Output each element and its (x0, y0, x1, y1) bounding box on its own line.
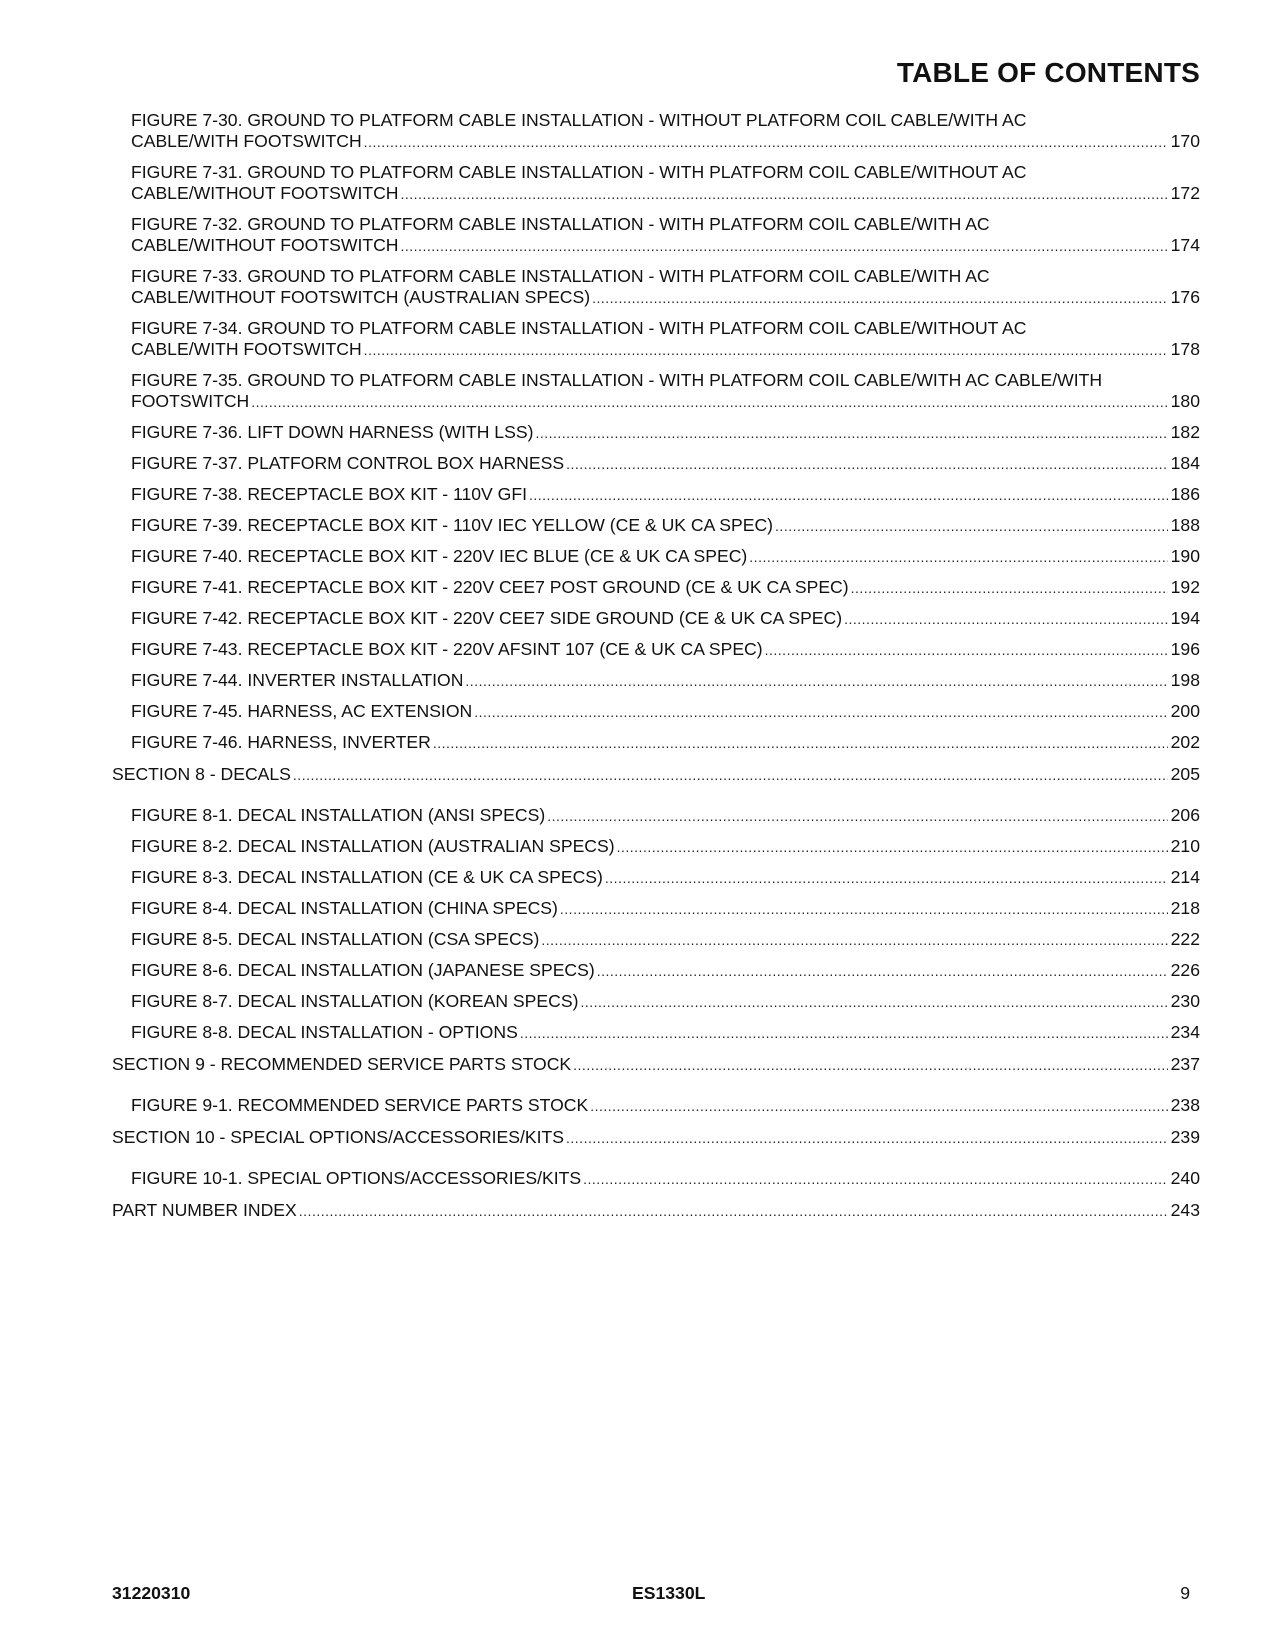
dot-leader (535, 423, 1167, 444)
page-title: TABLE OF CONTENTS (896, 57, 1200, 88)
toc-figure-entry[interactable] (112, 546, 1200, 568)
toc-section-entry[interactable] (112, 1200, 1200, 1222)
dot-leader (566, 1128, 1168, 1149)
toc-entry-page-number: 192 (1170, 577, 1200, 597)
toc-entry-title: FIGURE 7-46. HARNESS, INVERTER (131, 732, 431, 752)
toc-figure-entry[interactable] (112, 515, 1200, 537)
toc-entry-leader-line (131, 131, 1200, 153)
toc-entry-leader-line (112, 764, 1200, 786)
toc-entry-leader-line (131, 1022, 1200, 1044)
toc-entry-leader-line (131, 391, 1200, 413)
dot-leader (592, 288, 1168, 309)
dot-leader (433, 733, 1168, 754)
toc-entry-title: FIGURE 8-1. DECAL INSTALLATION (ANSI SPECS) (131, 805, 546, 825)
toc-entry-page-number: 170 (1170, 131, 1200, 151)
toc-entry-title: FOOTSWITCH (131, 391, 250, 411)
toc-entry-page-number: 184 (1170, 453, 1200, 473)
toc-figure-entry[interactable] (112, 453, 1200, 475)
toc-entry-title: FIGURE 8-3. DECAL INSTALLATION (CE & UK CA SPECS) (131, 867, 603, 887)
toc-entry-title: FIGURE 8-5. DECAL INSTALLATION (CSA SPECS) (131, 929, 540, 949)
toc-section-entry[interactable] (112, 764, 1200, 786)
toc-entry-title: SECTION 9 - RECOMMENDED SERVICE PARTS STOCK (112, 1054, 572, 1074)
dot-leader (580, 992, 1167, 1013)
table-of-contents (112, 110, 1200, 1241)
toc-entry-leader-line (131, 287, 1200, 309)
toc-entry-page-number: 222 (1170, 929, 1200, 949)
toc-entry-leader-line (131, 867, 1200, 889)
toc-figure-entry[interactable] (112, 214, 1200, 257)
toc-entry-leader-line (112, 1200, 1200, 1222)
dot-leader (597, 961, 1168, 982)
dot-leader (765, 640, 1168, 661)
toc-entry-title: FIGURE 7-43. RECEPTACLE BOX KIT - 220V AFSINT 107 (CE & UK CA SPEC) (131, 639, 763, 659)
dot-leader (401, 184, 1168, 205)
dot-leader (401, 236, 1168, 257)
toc-entry-title-line: FIGURE 7-35. GROUND TO PLATFORM CABLE INSTALLATION - WITH PLATFORM COIL CABLE/WITH AC CABLE/WITH (131, 370, 1103, 390)
dot-leader (775, 516, 1168, 537)
toc-entry-title-line: FIGURE 7-32. GROUND TO PLATFORM CABLE INSTALLATION - WITH PLATFORM COIL CABLE/WITH AC (131, 214, 990, 234)
toc-entry-page-number: 186 (1170, 484, 1200, 504)
toc-entry-title: FIGURE 8-4. DECAL INSTALLATION (CHINA SPECS) (131, 898, 558, 918)
toc-entry-page-number: 174 (1170, 235, 1200, 255)
toc-entry-title: FIGURE 8-6. DECAL INSTALLATION (JAPANESE SPECS) (131, 960, 595, 980)
toc-entry-title: SECTION 8 - DECALS (112, 764, 291, 784)
toc-entry-page-number: 239 (1170, 1127, 1200, 1147)
toc-entry-page-number: 176 (1170, 287, 1200, 307)
toc-entry-title: CABLE/WITHOUT FOOTSWITCH (131, 235, 399, 255)
toc-entry-leader-line (131, 836, 1200, 858)
toc-figure-entry[interactable] (112, 1022, 1200, 1044)
toc-entry-page-number: 188 (1170, 515, 1200, 535)
toc-entry-title: FIGURE 7-39. RECEPTACLE BOX KIT - 110V IEC YELLOW (CE & UK CA SPEC) (131, 515, 774, 535)
toc-entry-leader-line (131, 484, 1200, 506)
toc-entry-leader-line (131, 515, 1200, 537)
dot-leader (293, 765, 1168, 786)
toc-entry-leader-line (112, 1127, 1200, 1149)
toc-entry-title: FIGURE 7-36. LIFT DOWN HARNESS (WITH LSS) (131, 422, 534, 442)
toc-section-entry[interactable] (112, 1054, 1200, 1076)
toc-entry-leader-line (131, 546, 1200, 568)
toc-figure-entry[interactable] (112, 1168, 1200, 1190)
toc-entry-page-number: 210 (1170, 836, 1200, 856)
toc-entry-title-line: FIGURE 7-33. GROUND TO PLATFORM CABLE INSTALLATION - WITH PLATFORM COIL CABLE/WITH AC (131, 266, 990, 286)
toc-entry-leader-line (131, 608, 1200, 630)
toc-entry-title: FIGURE 10-1. SPECIAL OPTIONS/ACCESSORIES/KITS (131, 1168, 582, 1188)
toc-entry-page-number: 172 (1170, 183, 1200, 203)
toc-entry-leader-line (131, 639, 1200, 661)
toc-entry-page-number: 237 (1170, 1054, 1200, 1074)
footer-page-number: 9 (1180, 1583, 1190, 1603)
toc-entry-page-number: 206 (1170, 805, 1200, 825)
toc-entry-leader-line (131, 577, 1200, 599)
dot-leader (299, 1201, 1168, 1222)
toc-figure-entry[interactable] (112, 805, 1200, 827)
toc-figure-entry[interactable] (112, 370, 1200, 413)
toc-entry-leader-line (131, 183, 1200, 205)
toc-figure-entry[interactable] (112, 836, 1200, 858)
page-footer (112, 1583, 1200, 1607)
toc-entry-title: FIGURE 8-7. DECAL INSTALLATION (KOREAN SPECS) (131, 991, 579, 1011)
dot-leader (474, 702, 1167, 723)
footer-model: ES1330L (632, 1583, 706, 1603)
toc-entry-page-number: 190 (1170, 546, 1200, 566)
toc-entry-leader-line (131, 670, 1200, 692)
toc-entry-leader-line (131, 991, 1200, 1013)
toc-entry-page-number: 194 (1170, 608, 1200, 628)
toc-entry-title-line: FIGURE 7-34. GROUND TO PLATFORM CABLE INSTALLATION - WITH PLATFORM COIL CABLE/WITHOUT AC (131, 318, 1027, 338)
toc-entry-title: SECTION 10 - SPECIAL OPTIONS/ACCESSORIES/KITS (112, 1127, 565, 1147)
toc-entry-title-line: FIGURE 7-30. GROUND TO PLATFORM CABLE INSTALLATION - WITHOUT PLATFORM COIL CABLE/WITH AC (131, 110, 1027, 130)
dot-leader (560, 899, 1168, 920)
toc-entry-leader-line (131, 1168, 1200, 1190)
dot-leader (844, 609, 1168, 630)
dot-leader (573, 1055, 1167, 1076)
toc-figure-entry[interactable] (112, 266, 1200, 309)
toc-figure-entry[interactable] (112, 484, 1200, 506)
toc-figure-entry[interactable] (112, 929, 1200, 951)
toc-entry-page-number: 178 (1170, 339, 1200, 359)
toc-entry-page-number: 202 (1170, 732, 1200, 752)
toc-entry-page-number: 226 (1170, 960, 1200, 980)
toc-figure-entry[interactable] (112, 639, 1200, 661)
toc-entry-title: FIGURE 7-40. RECEPTACLE BOX KIT - 220V IEC BLUE (CE & UK CA SPEC) (131, 546, 748, 566)
toc-entry-title: FIGURE 7-41. RECEPTACLE BOX KIT - 220V CEE7 POST GROUND (CE & UK CA SPEC) (131, 577, 849, 597)
toc-entry-leader-line (131, 1095, 1200, 1117)
toc-entry-title: FIGURE 7-44. INVERTER INSTALLATION (131, 670, 464, 690)
toc-entry-page-number: 238 (1170, 1095, 1200, 1115)
toc-figure-entry[interactable] (112, 110, 1200, 153)
toc-entry-leader-line (131, 422, 1200, 444)
toc-entry-title: FIGURE 7-45. HARNESS, AC EXTENSION (131, 701, 473, 721)
dot-leader (520, 1023, 1168, 1044)
toc-entry-leader-line (131, 960, 1200, 982)
toc-section-entry[interactable] (112, 1127, 1200, 1149)
dot-leader (566, 454, 1168, 475)
toc-figure-entry[interactable] (112, 732, 1200, 754)
toc-entry-title: CABLE/WITHOUT FOOTSWITCH (AUSTRALIAN SPECS) (131, 287, 591, 307)
toc-figure-entry[interactable] (112, 577, 1200, 599)
dot-leader (364, 340, 1168, 361)
toc-entry-page-number: 230 (1170, 991, 1200, 1011)
toc-entry-title: FIGURE 8-2. DECAL INSTALLATION (AUSTRALIAN SPECS) (131, 836, 615, 856)
toc-entry-leader-line (131, 453, 1200, 475)
toc-entry-page-number: 196 (1170, 639, 1200, 659)
toc-entry-leader-line (131, 701, 1200, 723)
toc-entry-leader-line (112, 1054, 1200, 1076)
toc-entry-title: FIGURE 9-1. RECOMMENDED SERVICE PARTS STOCK (131, 1095, 589, 1115)
toc-entry-leader-line (131, 339, 1200, 361)
toc-figure-entry[interactable] (112, 670, 1200, 692)
toc-figure-entry[interactable] (112, 867, 1200, 889)
dot-leader (364, 132, 1168, 153)
toc-entry-page-number: 243 (1170, 1200, 1200, 1220)
toc-entry-title: FIGURE 7-42. RECEPTACLE BOX KIT - 220V CEE7 SIDE GROUND (CE & UK CA SPEC) (131, 608, 843, 628)
toc-entry-page-number: 200 (1170, 701, 1200, 721)
toc-figure-entry[interactable] (112, 318, 1200, 361)
toc-entry-leader-line (131, 898, 1200, 920)
dot-leader (749, 547, 1167, 568)
dot-leader (583, 1169, 1168, 1190)
toc-figure-entry[interactable] (112, 422, 1200, 444)
toc-entry-page-number: 218 (1170, 898, 1200, 918)
toc-figure-entry[interactable] (112, 898, 1200, 920)
toc-entry-page-number: 180 (1170, 391, 1200, 411)
toc-entry-title: FIGURE 8-8. DECAL INSTALLATION - OPTIONS (131, 1022, 518, 1042)
toc-entry-title-line: FIGURE 7-31. GROUND TO PLATFORM CABLE INSTALLATION - WITH PLATFORM COIL CABLE/WITHOUT AC (131, 162, 1027, 182)
dot-leader (465, 671, 1167, 692)
dot-leader (605, 868, 1168, 889)
dot-leader (251, 392, 1167, 413)
toc-entry-title: CABLE/WITH FOOTSWITCH (131, 131, 362, 151)
dot-leader (617, 837, 1168, 858)
toc-entry-page-number: 182 (1170, 422, 1200, 442)
dot-leader (547, 806, 1167, 827)
toc-figure-entry[interactable] (112, 991, 1200, 1013)
toc-entry-page-number: 205 (1170, 764, 1200, 784)
toc-entry-title: PART NUMBER INDEX (112, 1200, 297, 1220)
toc-figure-entry[interactable] (112, 1095, 1200, 1117)
toc-entry-title: CABLE/WITHOUT FOOTSWITCH (131, 183, 399, 203)
dot-leader (851, 578, 1168, 599)
toc-entry-page-number: 240 (1170, 1168, 1200, 1188)
toc-figure-entry[interactable] (112, 162, 1200, 205)
toc-entry-leader-line (131, 805, 1200, 827)
toc-entry-leader-line (131, 235, 1200, 257)
toc-entry-leader-line (131, 732, 1200, 754)
toc-figure-entry[interactable] (112, 960, 1200, 982)
toc-entry-page-number: 214 (1170, 867, 1200, 887)
toc-entry-leader-line (131, 929, 1200, 951)
toc-entry-title: FIGURE 7-38. RECEPTACLE BOX KIT - 110V GFI (131, 484, 527, 504)
dot-leader (529, 485, 1168, 506)
toc-entry-page-number: 198 (1170, 670, 1200, 690)
toc-figure-entry[interactable] (112, 608, 1200, 630)
toc-figure-entry[interactable] (112, 701, 1200, 723)
dot-leader (590, 1096, 1167, 1117)
toc-entry-title: CABLE/WITH FOOTSWITCH (131, 339, 362, 359)
toc-entry-title: FIGURE 7-37. PLATFORM CONTROL BOX HARNESS (131, 453, 565, 473)
toc-entry-page-number: 234 (1170, 1022, 1200, 1042)
footer-doc-number: 31220310 (112, 1583, 191, 1603)
dot-leader (541, 930, 1167, 951)
